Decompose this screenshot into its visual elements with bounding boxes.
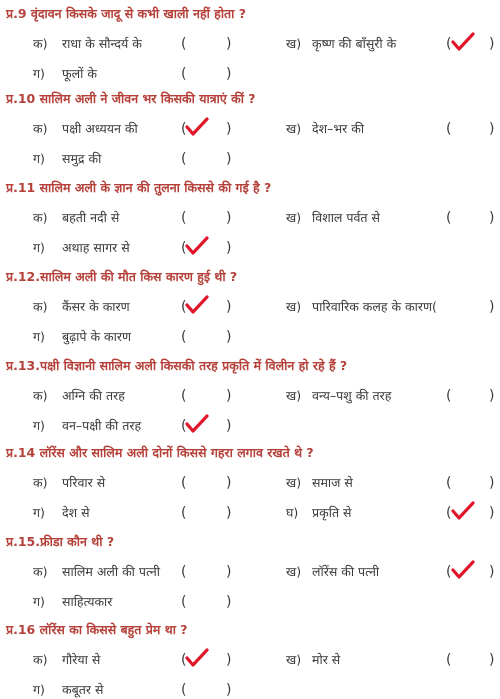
option-text: समाज से xyxy=(312,475,353,490)
option-letter: ग) xyxy=(33,66,45,81)
answer-bracket-open[interactable]: ( xyxy=(446,388,452,404)
answer-bracket-open[interactable]: ( xyxy=(181,594,187,610)
answer-bracket-close[interactable]: ) xyxy=(489,388,495,404)
question-title: प्र.12.सालिम अली की मौत किस कारण हुई थी ? xyxy=(6,269,238,284)
answer-bracket-open[interactable]: ( xyxy=(181,682,187,698)
option-letter: ख) xyxy=(286,652,302,667)
option-letter: ग) xyxy=(33,505,45,520)
answer-bracket-close[interactable]: ) xyxy=(226,36,232,52)
answer-bracket-close[interactable]: ) xyxy=(226,505,232,521)
checkmark-stroke xyxy=(187,119,207,134)
checkmark-icon xyxy=(184,116,210,138)
option-text: पक्षी अध्ययन की xyxy=(62,121,138,136)
answer-bracket-close[interactable]: ) xyxy=(226,66,232,82)
answer-bracket-open[interactable]: ( xyxy=(181,652,187,668)
option-letter: क) xyxy=(33,652,48,667)
answer-bracket-close[interactable]: ) xyxy=(489,121,495,137)
answer-bracket-close[interactable]: ) xyxy=(226,240,232,256)
option-text: समुद्र की xyxy=(62,151,102,166)
option-text: गौरेया से xyxy=(62,652,101,667)
option-letter: ग) xyxy=(33,682,45,697)
option-letter: क) xyxy=(33,121,48,136)
option-text: कबूतर से xyxy=(62,682,104,697)
option-letter: घ) xyxy=(286,505,299,520)
answer-bracket-close[interactable]: ) xyxy=(226,682,232,698)
answer-bracket-open[interactable]: ( xyxy=(181,299,187,315)
option-text: अथाह सागर से xyxy=(62,240,130,255)
answer-bracket-close[interactable]: ) xyxy=(226,564,232,580)
answer-bracket-open[interactable]: ( xyxy=(181,475,187,491)
answer-bracket-close[interactable]: ) xyxy=(226,388,232,404)
checkmark-icon xyxy=(450,31,476,53)
answer-bracket-open[interactable]: ( xyxy=(446,475,452,491)
answer-bracket-close[interactable]: ) xyxy=(489,210,495,226)
answer-bracket-close[interactable]: ) xyxy=(489,505,495,521)
checkmark-stroke xyxy=(453,503,473,518)
answer-bracket-open[interactable]: ( xyxy=(446,210,452,226)
option-text: फूलों के xyxy=(62,66,97,81)
option-letter: ग) xyxy=(33,594,45,609)
option-letter: ख) xyxy=(286,299,302,314)
option-text: अग्नि की तरह xyxy=(62,388,125,403)
option-text: लॉरेंस की पत्नी xyxy=(312,564,380,579)
answer-bracket-open[interactable]: ( xyxy=(181,329,187,345)
answer-bracket-open[interactable]: ( xyxy=(181,240,187,256)
option-letter: ग) xyxy=(33,151,45,166)
question-title: प्र.14 लॉरेंस और सालिम अली दोनों किससे गहरा लगाव रखते थे ? xyxy=(6,445,314,460)
option-letter: क) xyxy=(33,388,48,403)
answer-bracket-open[interactable]: ( xyxy=(446,652,452,668)
option-letter: ग) xyxy=(33,329,45,344)
option-text: देश से xyxy=(62,505,90,520)
checkmark-stroke xyxy=(187,238,207,253)
question-title: प्र.9 वृंदावन किसके जादू से कभी खाली नहीं होता ? xyxy=(6,6,247,21)
answer-bracket-open[interactable]: ( xyxy=(181,36,187,52)
question-title: प्र.16 लॉरेंस का किससे बहुत प्रेम था ? xyxy=(6,622,188,637)
checkmark-icon xyxy=(184,235,210,257)
option-text: विशाल पर्वत से xyxy=(312,210,380,225)
answer-bracket-close[interactable]: ) xyxy=(226,418,232,434)
option-text: बुढ़ापे के कारण xyxy=(62,329,132,344)
option-letter: क) xyxy=(33,299,48,314)
option-letter: क) xyxy=(33,36,48,51)
option-text: राधा के सौन्दर्य के xyxy=(62,36,142,51)
option-letter: ग) xyxy=(33,240,45,255)
option-letter: क) xyxy=(33,475,48,490)
option-text: मोर से xyxy=(312,652,341,667)
answer-bracket-open[interactable]: ( xyxy=(181,388,187,404)
option-text: वन–पक्षी की तरह xyxy=(62,418,142,433)
answer-bracket-close[interactable]: ) xyxy=(489,36,495,52)
checkmark-stroke xyxy=(187,297,207,312)
answer-bracket-open[interactable]: ( xyxy=(181,564,187,580)
answer-bracket-close[interactable]: ) xyxy=(226,210,232,226)
answer-bracket-close[interactable]: ) xyxy=(226,594,232,610)
answer-bracket-close[interactable]: ) xyxy=(226,299,232,315)
checkmark-stroke xyxy=(453,34,473,49)
checkmark-icon xyxy=(184,647,210,669)
answer-bracket-close[interactable]: ) xyxy=(226,329,232,345)
answer-bracket-open[interactable]: ( xyxy=(181,151,187,167)
option-text: साहित्यकार xyxy=(62,594,113,609)
checkmark-icon xyxy=(184,413,210,435)
option-letter: क) xyxy=(33,210,48,225)
option-letter: ग) xyxy=(33,418,45,433)
option-text: देश–भर की xyxy=(312,121,365,136)
option-text: पारिवारिक कलह के कारण( xyxy=(312,299,437,314)
answer-bracket-open[interactable]: ( xyxy=(446,564,452,580)
question-title: प्र.15.फ्रीडा कौन थी ? xyxy=(6,534,115,549)
question-title: प्र.10 सालिम अली ने जीवन भर किसकी यात्राएं कीं ? xyxy=(6,91,256,106)
option-text: प्रकृति से xyxy=(312,505,352,520)
answer-bracket-open[interactable]: ( xyxy=(181,66,187,82)
answer-bracket-close[interactable]: ) xyxy=(489,652,495,668)
option-text: कैंसर के कारण xyxy=(62,299,130,314)
option-letter: ख) xyxy=(286,36,302,51)
answer-bracket-open[interactable]: ( xyxy=(181,505,187,521)
option-text: सालिम अली की पत्नी xyxy=(62,564,161,579)
checkmark-icon xyxy=(450,559,476,581)
checkmark-icon xyxy=(184,294,210,316)
question-title: प्र.11 सालिम अली के ज्ञान की तुलना किससे की गई है ? xyxy=(6,180,272,195)
answer-bracket-open[interactable]: ( xyxy=(181,418,187,434)
answer-bracket-close[interactable]: ) xyxy=(489,475,495,491)
answer-bracket-open[interactable]: ( xyxy=(446,121,452,137)
option-letter: क) xyxy=(33,564,48,579)
answer-bracket-open[interactable]: ( xyxy=(181,210,187,226)
option-letter: ख) xyxy=(286,210,302,225)
answer-bracket-open[interactable]: ( xyxy=(446,505,452,521)
answer-bracket-open[interactable]: ( xyxy=(181,121,187,137)
checkmark-stroke xyxy=(453,562,473,577)
answer-bracket-close[interactable]: ) xyxy=(226,151,232,167)
option-text: परिवार से xyxy=(62,475,106,490)
checkmark-icon xyxy=(450,500,476,522)
answer-bracket-close[interactable]: ) xyxy=(226,475,232,491)
answer-bracket-close[interactable]: ) xyxy=(226,121,232,137)
option-letter: ख) xyxy=(286,475,302,490)
checkmark-stroke xyxy=(187,650,207,665)
answer-bracket-close[interactable]: ) xyxy=(489,299,495,315)
option-text: बहती नदी से xyxy=(62,210,120,225)
option-letter: ख) xyxy=(286,388,302,403)
option-text: कृष्ण की बाँसुरी के xyxy=(312,36,397,51)
answer-bracket-open[interactable]: ( xyxy=(446,36,452,52)
option-letter: ख) xyxy=(286,121,302,136)
answer-bracket-close[interactable]: ) xyxy=(489,564,495,580)
checkmark-stroke xyxy=(187,416,207,431)
option-text: वन्य–पशु की तरह xyxy=(312,388,392,403)
question-title: प्र.13.पक्षी विज्ञानी सालिम अली किसकी तरह प्रकृति में विलीन हो रहे हैं ? xyxy=(6,358,348,373)
answer-bracket-close[interactable]: ) xyxy=(226,652,232,668)
option-letter: ख) xyxy=(286,564,302,579)
